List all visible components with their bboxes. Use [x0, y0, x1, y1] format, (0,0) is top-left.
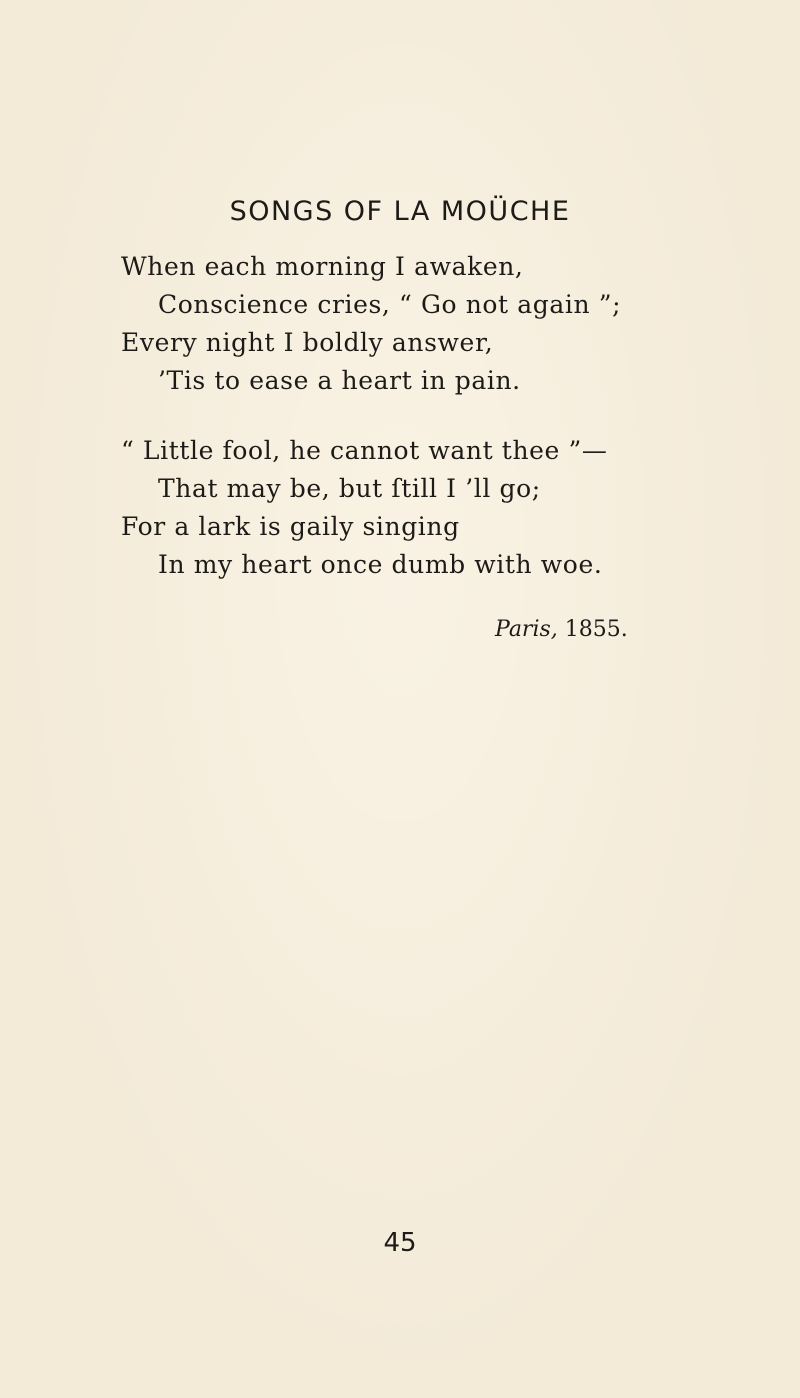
poem-line: When each morning I awaken, — [121, 252, 524, 281]
dateline-place: Paris, — [495, 617, 558, 642]
poem-line: “ Little fool, he cannot want thee ”— — [121, 436, 608, 465]
poem-line: In my heart once dumb with woe. — [158, 550, 603, 579]
running-head: SONGS OF LA MOÜCHE — [229, 196, 571, 227]
dateline-year: 1855. — [564, 617, 628, 642]
poem-line: That may be, but ſtill I ’ll go; — [158, 474, 541, 503]
dateline — [495, 617, 628, 642]
poem-line: Conscience cries, “ Go not again ”; — [158, 290, 622, 319]
poem-line: ’Tis to ease a heart in pain. — [158, 366, 521, 395]
poem-line: Every night I boldly answer, — [121, 328, 494, 357]
page-number: 45 — [383, 1228, 417, 1258]
poem-line: For a lark is gaily singing — [121, 512, 460, 541]
